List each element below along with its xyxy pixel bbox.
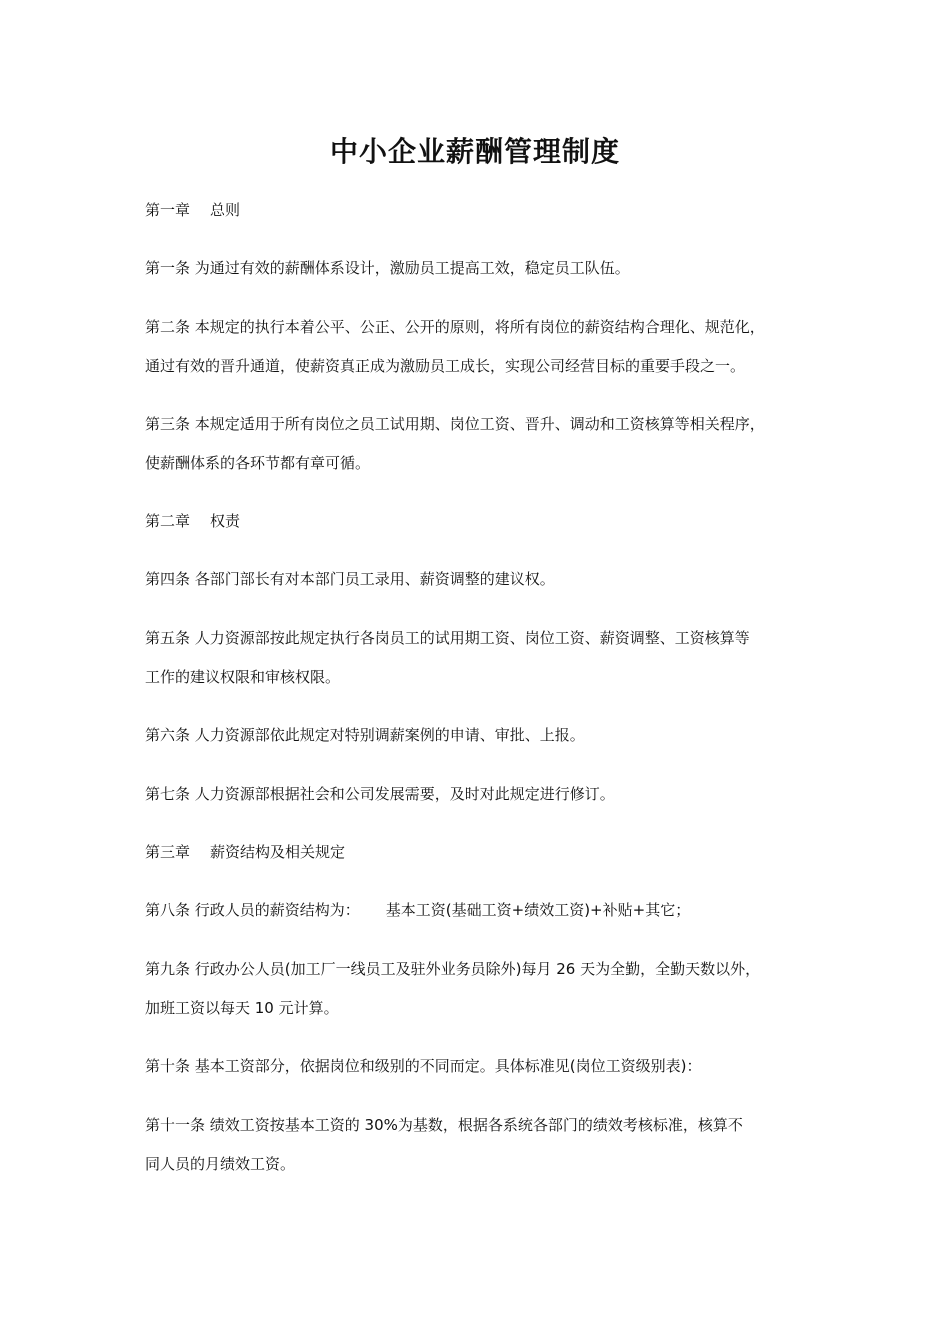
chapter-number: 第二章 — [145, 512, 191, 530]
article-8-lead: 第八条 行政人员的薪资结构为： — [145, 901, 360, 919]
chapter-2-heading — [145, 511, 825, 531]
chapter-number: 第一章 — [145, 201, 191, 219]
document-title: 中小企业薪酬管理制度 — [329, 135, 620, 168]
article-2-line-1: 第二条 本规定的执行本着公平、公正、公开的原则，将所有岗位的薪资结构合理化、规范化， — [145, 318, 765, 336]
chapter-3-heading — [145, 842, 825, 862]
chapter-number: 第三章 — [145, 843, 191, 861]
article-8-detail: 基本工资(基础工资+绩效工资)+补贴+其它； — [385, 901, 691, 919]
article-8 — [145, 900, 825, 920]
article-11-line-1: 第十一条 绩效工资按基本工资的 30%为基数，根据各系统各部门的绩效考核标准，核算不 — [145, 1116, 743, 1134]
article-9-line-1: 第九条 行政办公人员(加工厂一线员工及驻外业务员除外)每月 26 天为全勤，全勤天数以外， — [145, 960, 761, 978]
article-6: 第六条 人力资源部依此规定对特别调薪案例的申请、审批、上报。 — [145, 726, 585, 744]
article-9-line-2: 加班工资以每天 10 元计算。 — [145, 999, 339, 1017]
chapter-name: 总则 — [210, 201, 241, 219]
chapter-name: 薪资结构及相关规定 — [210, 843, 346, 861]
article-2-line-2: 通过有效的晋升通道，使薪资真正成为激励员工成长，实现公司经营目标的重要手段之一。 — [145, 357, 746, 375]
article-11-line-2: 同人员的月绩效工资。 — [145, 1155, 296, 1173]
chapter-1-heading — [145, 200, 825, 220]
article-3-line-2: 使薪酬体系的各环节都有章可循。 — [145, 454, 371, 472]
chapter-name: 权责 — [210, 512, 241, 530]
article-3-line-1: 第三条 本规定适用于所有岗位之员工试用期、岗位工资、晋升、调动和工资核算等相关程序， — [145, 415, 765, 433]
article-10: 第十条 基本工资部分，依据岗位和级别的不同而定。具体标准见(岗位工资级别表)： — [145, 1057, 702, 1075]
article-5-line-1: 第五条 人力资源部按此规定执行各岗员工的试用期工资、岗位工资、薪资调整、工资核算等 — [145, 629, 750, 647]
article-1: 第一条 为通过有效的薪酬体系设计，激励员工提高工效，稳定员工队伍。 — [145, 259, 630, 277]
article-5-line-2: 工作的建议权限和审核权限。 — [145, 668, 341, 686]
article-4: 第四条 各部门部长有对本部门员工录用、薪资调整的建议权。 — [145, 570, 555, 588]
article-7: 第七条 人力资源部根据社会和公司发展需要，及时对此规定进行修订。 — [145, 785, 615, 803]
